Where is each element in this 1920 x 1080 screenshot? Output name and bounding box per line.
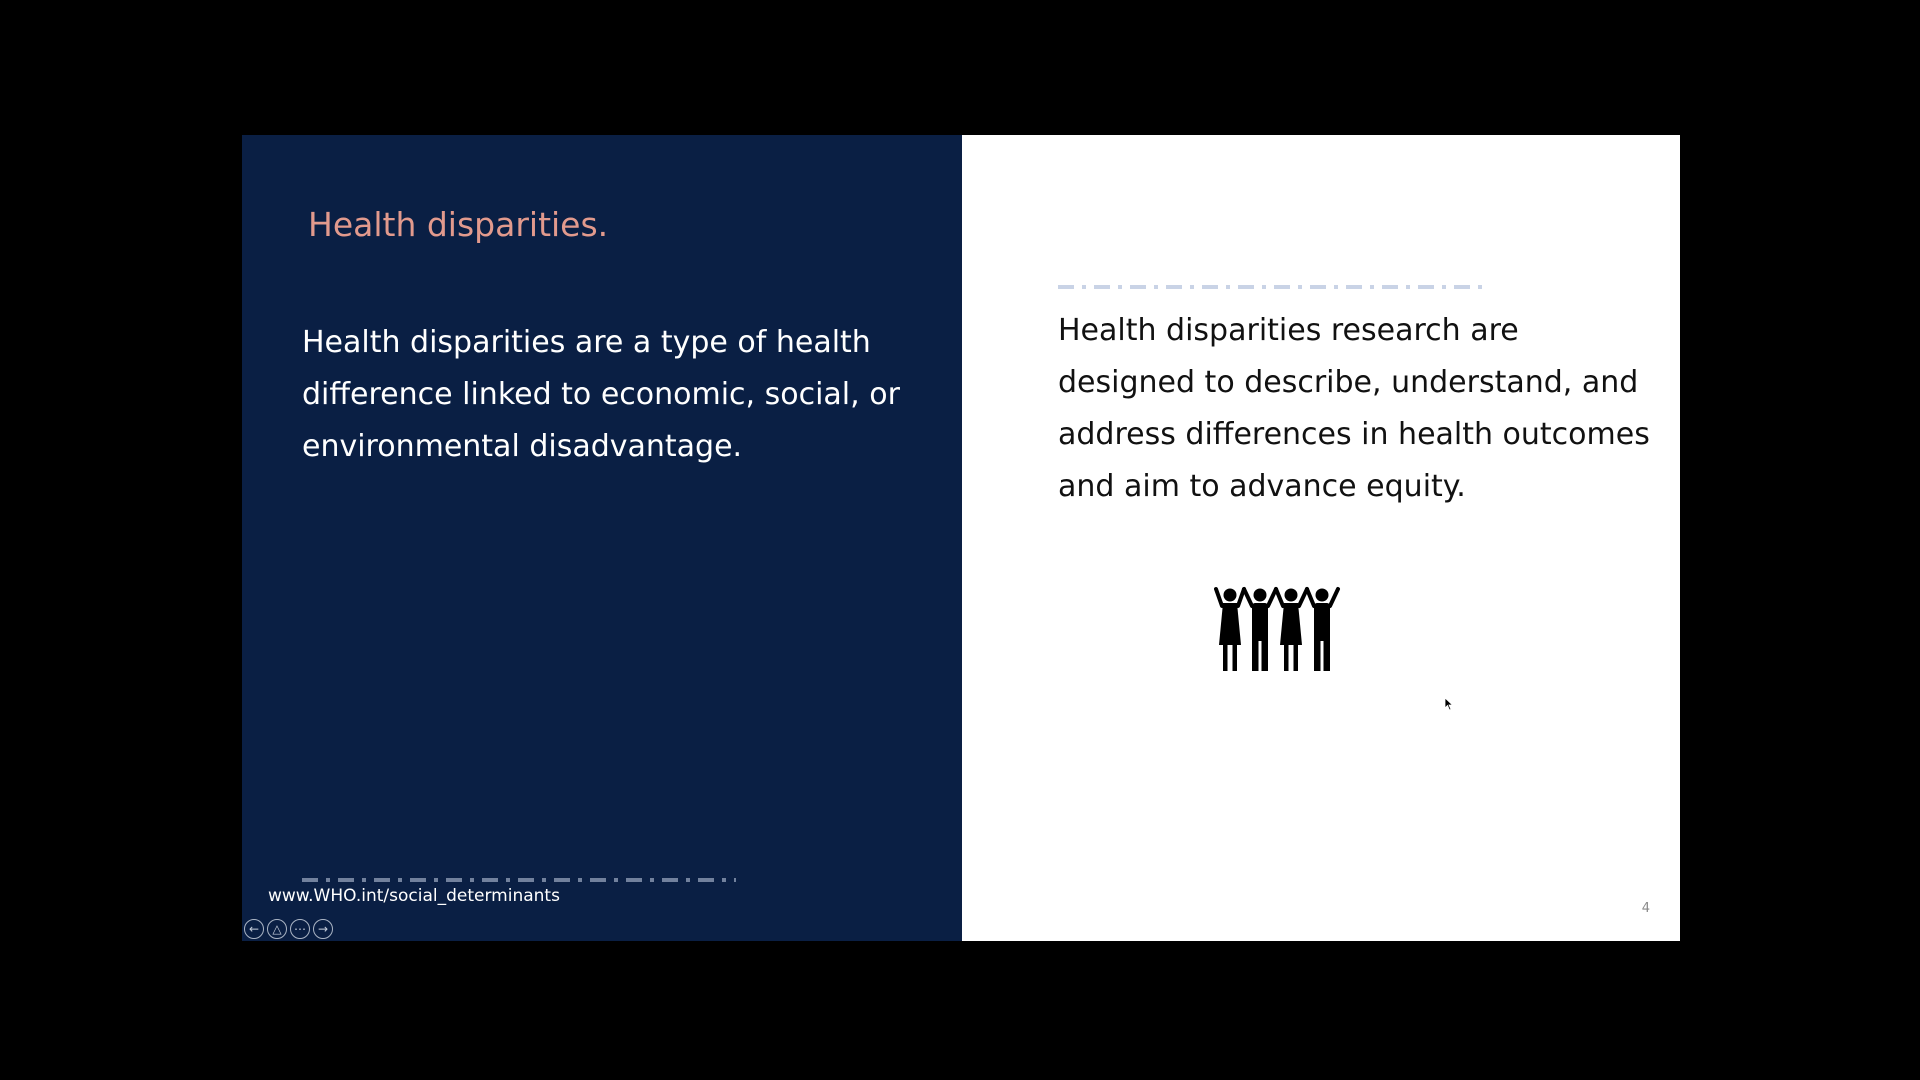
more-options-button[interactable] xyxy=(290,919,310,939)
arrow-right-icon: → xyxy=(317,922,329,936)
right-body-text: Health disparities research are designed to describe, understand, and address differences in health outcomes and aim to advance equity. xyxy=(1058,313,1650,504)
slide xyxy=(242,135,1680,941)
people-group-icon xyxy=(1214,585,1344,675)
left-dash-divider xyxy=(302,878,736,882)
more-icon: ⋯ xyxy=(294,922,306,936)
arrow-left-icon: ← xyxy=(248,922,260,936)
right-dash-divider xyxy=(1058,285,1488,289)
page-number: 4 xyxy=(1641,901,1650,916)
slide-title: Health disparities. xyxy=(308,205,609,244)
pen-icon: △ xyxy=(272,922,282,936)
slideshow-controls xyxy=(244,919,333,939)
next-slide-button[interactable] xyxy=(313,919,333,939)
left-panel xyxy=(242,135,962,941)
footer-url: www.WHO.int/social_determinants xyxy=(268,886,560,906)
mouse-cursor-icon xyxy=(1444,697,1454,711)
left-body-text: Health disparities are a type of health difference linked to economic, social, or environmental disadvantage. xyxy=(302,325,900,464)
pen-tool-button[interactable] xyxy=(267,919,287,939)
right-panel xyxy=(962,135,1680,941)
previous-slide-button[interactable] xyxy=(244,919,264,939)
